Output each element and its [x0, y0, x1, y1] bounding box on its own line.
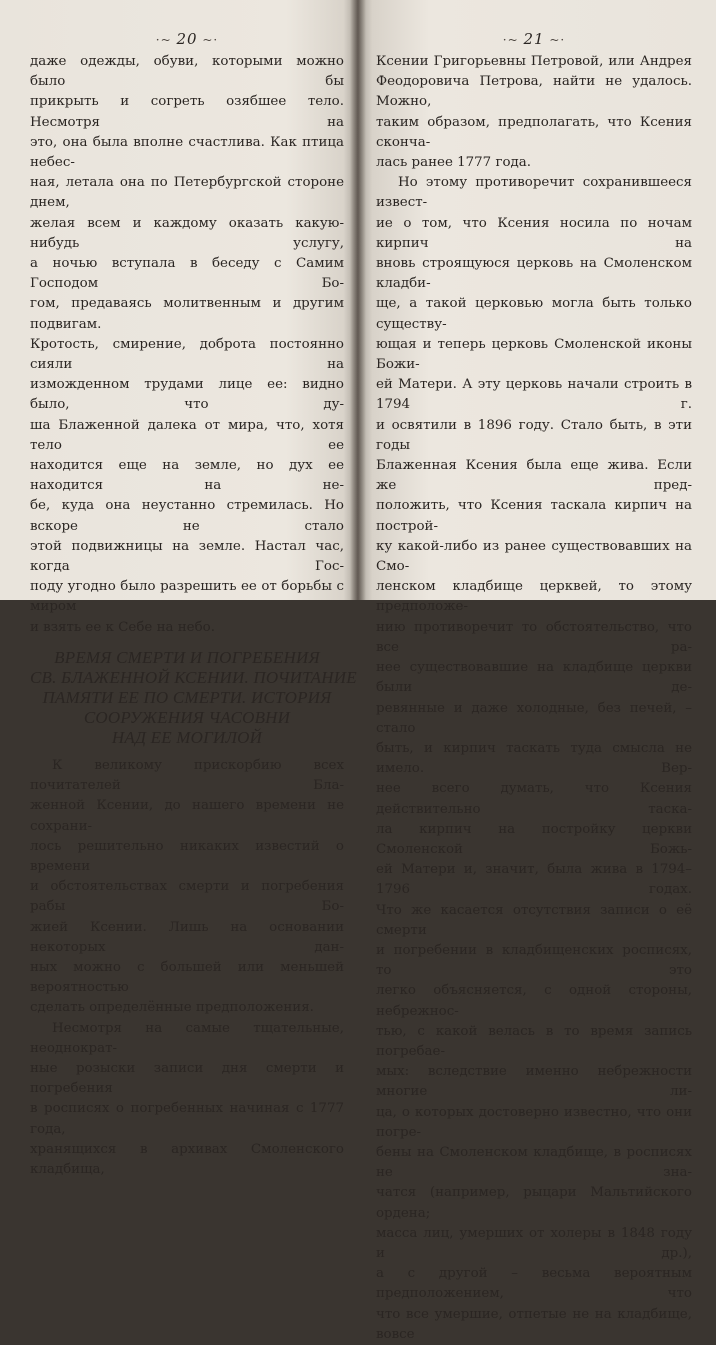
heading-line: ВРЕМЯ СМЕРТИ И ПОГРЕБЕНИЯ: [54, 647, 320, 667]
text-line: таким образом, предполагать, что Ксения сконча-: [376, 114, 692, 150]
text-line: ша Блаженной далека от мира, что, хотя тело ее: [30, 417, 344, 453]
text-line: это, она была вполне счастлива. Как птица небес-: [30, 134, 344, 171]
text-line: Что же касается отсутствия записи о её смерти: [376, 902, 692, 938]
page-number-right: ·~ 21 ~·: [502, 30, 566, 48]
left-page: [0, 0, 358, 1177]
text-line: ие о том, что Ксения носила по ночам кирпич на: [376, 215, 692, 251]
folio-ornament-right-icon: ~·: [544, 33, 566, 47]
text-line: ревянные и даже холодные, без печей, – стало: [376, 700, 692, 736]
text-line: бены на Смоленском кладбище, в росписях не зна-: [376, 1144, 692, 1181]
heading-line: СВ. БЛАЖЕННОЙ КСЕНИИ. ПОЧИТАНИЕ: [30, 667, 357, 687]
left-page-text: [30, 52, 357, 1180]
text-line: Несмотря на самые тщательные, неоднократ-: [30, 1020, 344, 1056]
heading-line: СООРУЖЕНИЯ ЧАСОВНИ: [83, 707, 291, 727]
text-line: мых: вследствие именно небрежности многие ли-: [376, 1064, 692, 1100]
text-line: а с другой – весьма вероятным предположением, что: [376, 1266, 692, 1302]
text-line: ла кирпич на постройку церкви Смоленской Божь-: [376, 821, 692, 857]
page-number-left: ·~ 20 ~·: [155, 30, 219, 48]
text-line: ные розыски записи дня смерти и погребения: [30, 1060, 344, 1097]
text-line: масса лиц, умерших от холеры в 1848 году и др.),: [376, 1225, 692, 1261]
text-line: быть, и кирпич таскать туда смысла не имело. Вер-: [376, 740, 692, 777]
right-page: [358, 0, 716, 1342]
text-line: Феодоровича Петрова, найти не удалось. Можно,: [376, 74, 692, 110]
text-line: Кротость, смирение, доброта постоянно сияли на: [30, 336, 344, 373]
text-line: поду угодно было разрешить ее от борьбы с миром: [30, 579, 344, 615]
text-line: изможденном трудами лице ее: видно было, что ду-: [30, 377, 344, 413]
text-line: желая всем и каждому оказать какую-нибудь услугу,: [30, 215, 344, 251]
text-line: ная, летала она по Петербургской стороне днем,: [30, 175, 344, 211]
text-line: Но этому противоречит сохранившееся извест-: [376, 175, 692, 211]
text-line: женной Ксении, до нашего времени не сохрани-: [30, 798, 344, 834]
folio-ornament-right-icon: ~·: [197, 33, 219, 47]
text-line: бе, куда она неустанно стремилась. Но вскоре не стало: [30, 498, 344, 534]
folio-ornament-left-icon: ·~: [155, 33, 177, 47]
text-line: и освятили в 1896 году. Стало быть, в эти годы: [376, 417, 692, 453]
heading-line: ПАМЯТИ ЕЕ ПО СМЕРТИ. ИСТОРИЯ: [42, 687, 332, 707]
text-line: легко объясняется, с одной стороны, небрежнос-: [376, 983, 692, 1019]
text-line: ей Матери и, значит, была жива в 1794–1796 годах.: [376, 862, 692, 898]
text-line: и взять ее к Себе на небо.: [30, 619, 215, 635]
text-line: К великому прискорбию всех почитателей Бла-: [30, 757, 344, 794]
text-line: Блаженная Ксения была еще жива. Если же пред-: [376, 458, 692, 494]
text-line: лась ранее 1777 года.: [376, 155, 532, 171]
text-line: а ночью вступала в беседу с Самим Господом Бо-: [30, 256, 344, 292]
heading-line: НАД ЕЕ МОГИЛОЙ: [111, 727, 263, 747]
text-line: вновь строящуюся церковь на Смоленском кладби-: [376, 256, 692, 292]
text-line: лось решительно никаких известий о времени: [30, 838, 344, 874]
text-line: ца, о которых достоверно известно, что они погре-: [376, 1104, 692, 1140]
text-line: и погребении в кладбищенских росписях, то это: [376, 942, 692, 979]
book-gutter: [350, 0, 366, 600]
text-line: нее существовавшие на кладбище церкви были де-: [376, 660, 692, 696]
text-line: ных можно с большей или меньшей вероятностью: [30, 959, 344, 996]
text-line: что все умершие, отпетые не на кладбище, вовсе: [376, 1306, 692, 1342]
text-line: ще, а такой церковью могла быть только существу-: [376, 296, 692, 332]
text-line: чатся (например, рыцари Мальтийского ордена;: [376, 1185, 692, 1221]
text-line: этой подвижницы на земле. Настал час, когда Гос-: [30, 538, 344, 575]
text-line: жией Ксении. Лишь на основании некоторых дан-: [30, 919, 344, 955]
text-line: сделать определённые предположения.: [30, 1000, 314, 1016]
text-line: и обстоятельствах смерти и погребения рабы Бо-: [30, 879, 344, 915]
text-line: ей Матери. А эту церковь начали строить в 1794 г.: [376, 377, 692, 413]
text-line: находится еще на земле, но дух ее находится на не-: [30, 458, 344, 494]
text-line: тью, с какой велась в то время запись погребае-: [376, 1023, 692, 1059]
text-line: ленском кладбище церквей, то этому предположе-: [376, 579, 692, 615]
section-heading: [30, 647, 357, 748]
text-line: прикрыть и согреть озябшее тело. Несмотря на: [30, 94, 344, 130]
text-line: хранящихся в архивах Смоленского кладбища,: [30, 1141, 344, 1177]
right-page-text: [376, 52, 692, 1345]
text-line: даже одежды, обуви, которыми можно было бы: [30, 54, 344, 90]
text-line: в росписях о погребенных начиная с 1777 года,: [30, 1101, 344, 1137]
text-line: Ксении Григорьевны Петровой, или Андрея: [376, 54, 692, 69]
text-line: ющая и теперь церковь Смоленской иконы Божи-: [376, 336, 692, 373]
text-line: гом, предаваясь молитвенным и другим подвигам.: [30, 296, 344, 332]
text-line: нию противоречит то обстоятельство, что все ра-: [376, 619, 692, 655]
text-line: нее всего думать, что Ксения действительно таска-: [376, 781, 692, 817]
text-line: положить, что Ксения таскала кирпич на построй-: [376, 498, 692, 534]
folio-ornament-left-icon: ·~: [502, 33, 524, 47]
text-line: ку какой-либо из ранее существовавших на Смо-: [376, 538, 692, 575]
